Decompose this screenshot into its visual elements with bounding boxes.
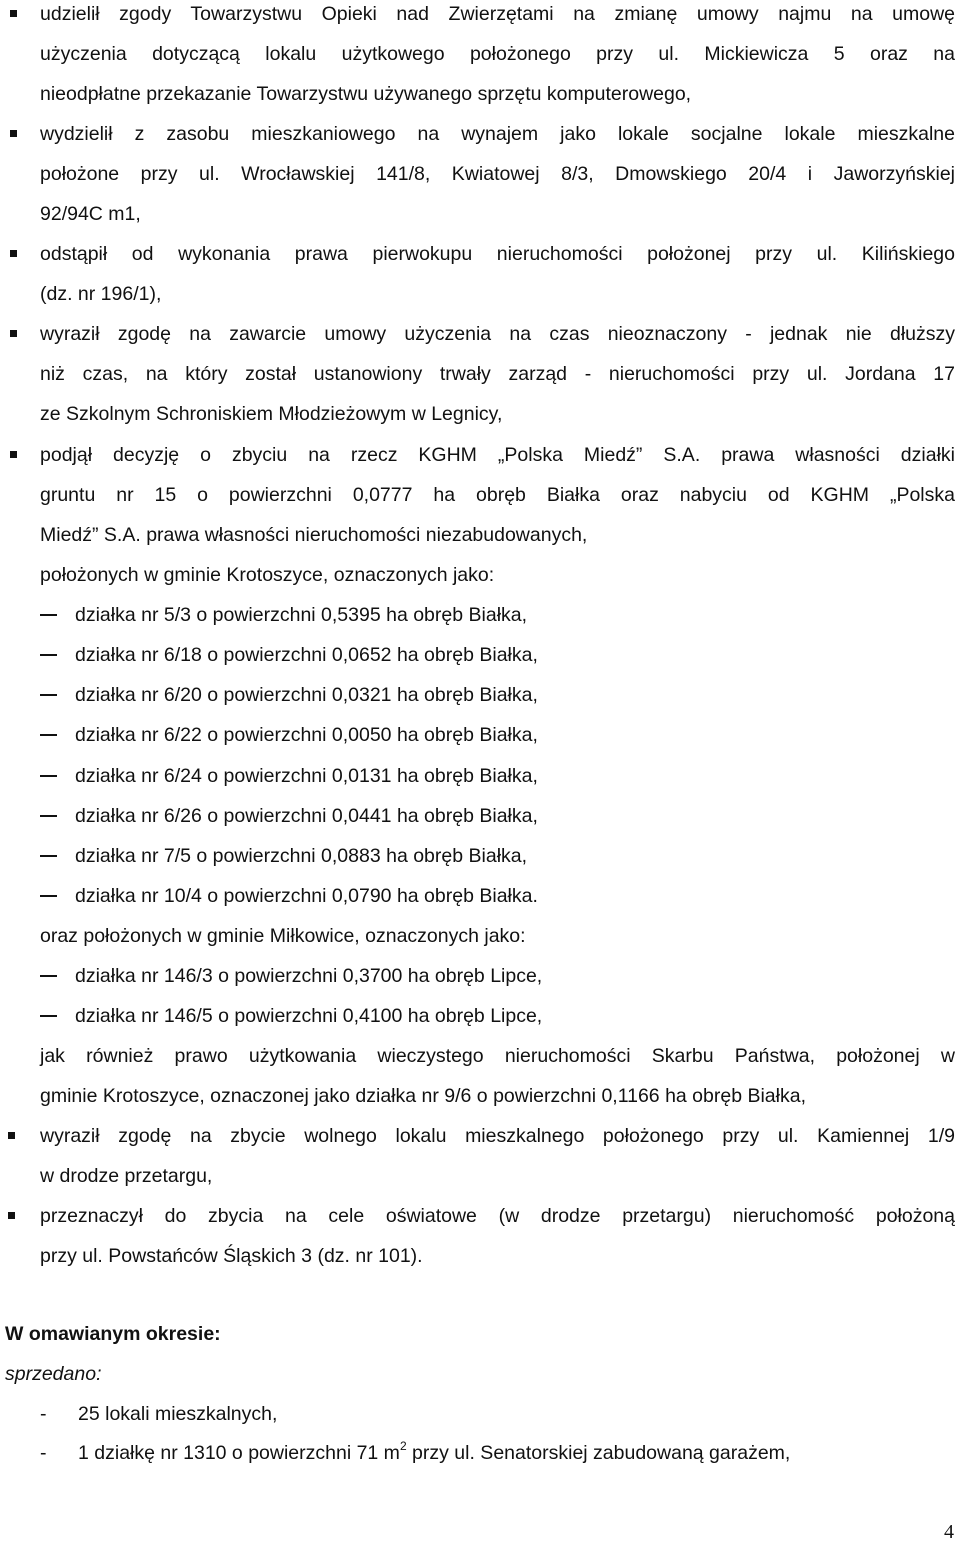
page-number: 4 xyxy=(944,1521,954,1543)
dash-marker xyxy=(40,975,57,977)
text-line: nieodpłatne przekazanie Towarzystwu używanego sprzętu komputerowego, xyxy=(40,83,692,105)
parcel-item: działka nr 6/24 o powierzchni 0,0131 ha obręb Białka, xyxy=(75,765,538,787)
text-line: przy ul. Powstańców Śląskich 3 (dz. nr 101). xyxy=(40,1245,423,1267)
text-line: wyraził zgodę na zbycie wolnego lokalu mieszkalnego położonego przy ul. Kamiennej 1/9 xyxy=(40,1125,955,1147)
parcel-item: działka nr 146/5 o powierzchni 0,4100 ha obręb Lipce, xyxy=(75,1005,543,1027)
parcel-item: działka nr 6/20 o powierzchni 0,0321 ha obręb Białka, xyxy=(75,684,538,706)
sold-label: sprzedano: xyxy=(5,1363,102,1385)
section-heading: W omawianym okresie: xyxy=(5,1323,221,1345)
parcel-item: działka nr 6/22 o powierzchni 0,0050 ha obręb Białka, xyxy=(75,724,538,746)
text-line: przeznaczył do zbycia na cele oświatowe (w drodze przetargu) nieruchomość położoną xyxy=(40,1205,955,1227)
text-line: ze Szkolnym Schroniskiem Młodzieżowym w Legnicy, xyxy=(40,403,503,425)
bullet-marker xyxy=(10,250,17,257)
dash-marker xyxy=(40,654,57,656)
text-line: (dz. nr 196/1), xyxy=(40,283,162,305)
bullet-marker xyxy=(10,330,17,337)
sold-marker: - xyxy=(40,1403,47,1425)
text-line: oraz położonych w gminie Miłkowice, oznaczonych jako: xyxy=(40,925,526,947)
bullet-marker xyxy=(10,10,17,17)
sold-item: 25 lokali mieszkalnych, xyxy=(78,1403,278,1425)
text-line: użyczenia dotyczącą lokalu użytkowego położonego przy ul. Mickiewicza 5 oraz na xyxy=(40,43,955,65)
text-line: udzielił zgody Towarzystwu Opieki nad Zwierzętami na zmianę umowy najmu na umowę xyxy=(40,3,955,25)
text-line: niż czas, na który został ustanowiony trwały zarząd - nieruchomości przy ul. Jordana 17 xyxy=(40,363,955,385)
dash-marker xyxy=(40,775,57,777)
text-line: wydzielił z zasobu mieszkaniowego na wynajem jako lokale socjalne lokale mieszkalne xyxy=(40,123,955,145)
text-line: jak również prawo użytkowania wieczystego nieruchomości Skarbu Państwa, położonej w xyxy=(40,1045,955,1067)
dash-marker xyxy=(40,1015,57,1017)
parcel-item: działka nr 6/26 o powierzchni 0,0441 ha obręb Białka, xyxy=(75,805,538,827)
parcel-item: działka nr 6/18 o powierzchni 0,0652 ha obręb Białka, xyxy=(75,644,538,666)
dash-marker xyxy=(40,815,57,817)
text-line: podjął decyzję o zbyciu na rzecz KGHM „Polska Miedź” S.A. prawa własności działki xyxy=(40,444,955,466)
sold-item-text: przy ul. Senatorskiej zabudowaną garażem, xyxy=(406,1442,791,1464)
superscript: 2 xyxy=(399,1439,407,1453)
text-line: w drodze przetargu, xyxy=(40,1165,213,1187)
dash-marker xyxy=(40,614,57,616)
dash-marker xyxy=(40,734,57,736)
bullet-marker xyxy=(10,451,17,458)
bullet-marker xyxy=(8,1212,15,1219)
text-line: gminie Krotoszyce, oznaczonej jako działka nr 9/6 o powierzchni 0,1166 ha obręb Białka, xyxy=(40,1085,806,1107)
text-line: 92/94C m1, xyxy=(40,203,141,225)
text-line: gruntu nr 15 o powierzchni 0,0777 ha obręb Białka oraz nabyciu od KGHM „Polska xyxy=(40,484,955,506)
bullet-marker xyxy=(8,1132,15,1139)
dash-marker xyxy=(40,694,57,696)
sold-item xyxy=(78,1441,790,1465)
text-line: odstąpił od wykonania prawa pierwokupu nieruchomości położonej przy ul. Kilińskiego xyxy=(40,243,955,265)
text-line: położonych w gminie Krotoszyce, oznaczonych jako: xyxy=(40,564,495,586)
bullet-marker xyxy=(10,130,17,137)
text-line: wyraził zgodę na zawarcie umowy użyczenia na czas nieoznaczony - jednak nie dłuższy xyxy=(40,323,955,345)
dash-marker xyxy=(40,855,57,857)
text-line: Miedź” S.A. prawa własności nieruchomości niezabudowanych, xyxy=(40,524,588,546)
parcel-item: działka nr 7/5 o powierzchni 0,0883 ha obręb Białka, xyxy=(75,845,528,867)
dash-marker xyxy=(40,895,57,897)
text-line: położone przy ul. Wrocławskiej 141/8, Kwiatowej 8/3, Dmowskiego 20/4 i Jaworzyńskiej xyxy=(40,163,955,185)
sold-marker: - xyxy=(40,1442,47,1464)
parcel-item: działka nr 146/3 o powierzchni 0,3700 ha obręb Lipce, xyxy=(75,965,543,987)
parcel-item: działka nr 10/4 o powierzchni 0,0790 ha obręb Białka. xyxy=(75,885,538,907)
sold-item-text: 1 działkę nr 1310 o powierzchni 71 m xyxy=(78,1442,400,1464)
parcel-item: działka nr 5/3 o powierzchni 0,5395 ha obręb Białka, xyxy=(75,604,528,626)
